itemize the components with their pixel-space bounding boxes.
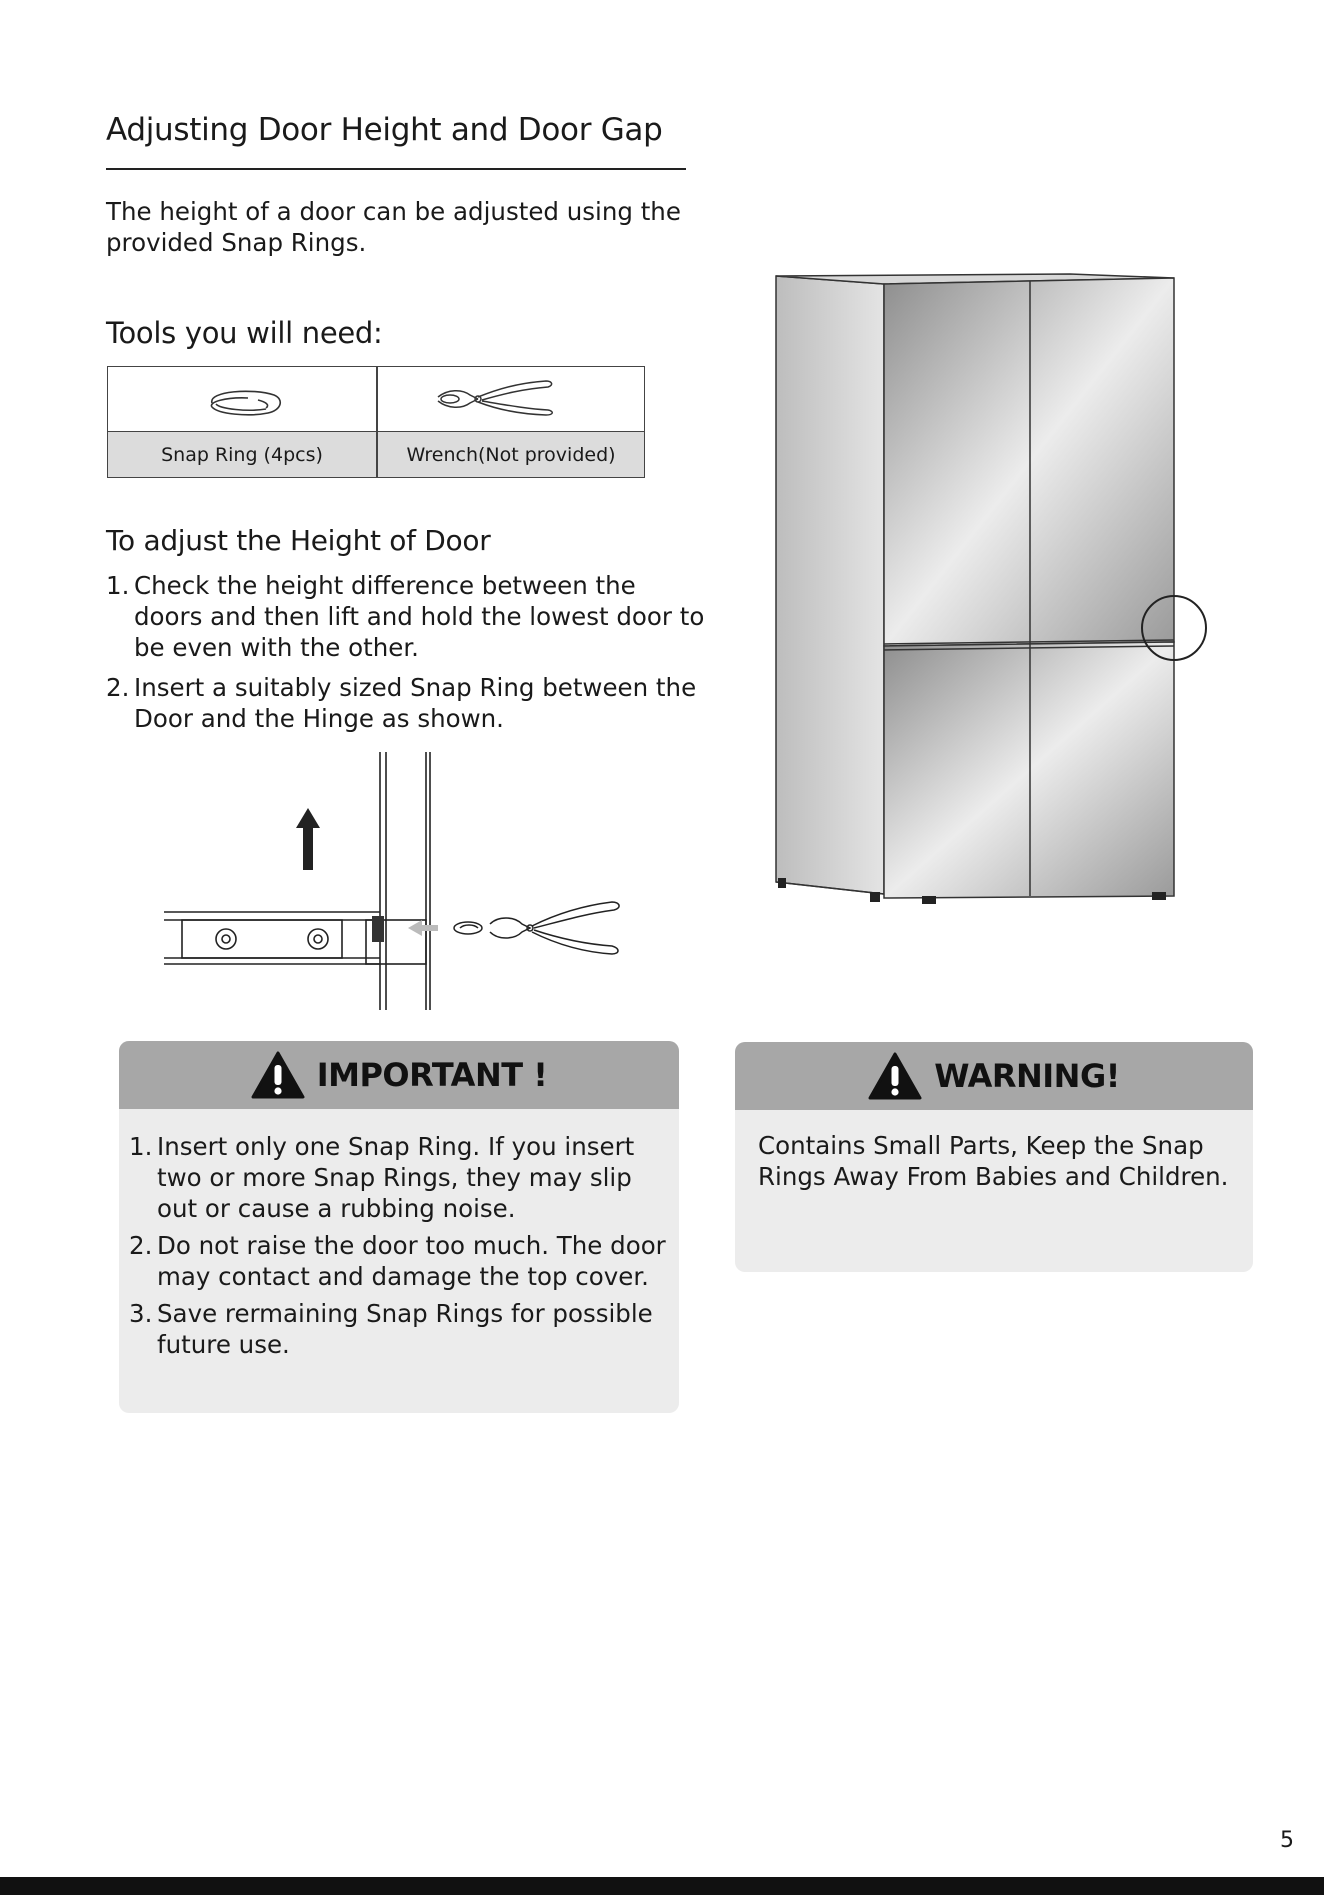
- wrench-with-ring-icon: [454, 902, 619, 954]
- step-text: Save rermaining Snap Rings for possible future use.: [157, 1299, 653, 1359]
- footer-bar: [0, 1877, 1324, 1895]
- wrench-cell: [378, 367, 644, 431]
- page-number: 5: [1280, 1828, 1294, 1853]
- snap-ring-cell: [108, 367, 376, 431]
- refrigerator-illustration: [770, 264, 1230, 924]
- snap-ring-icon: [108, 367, 376, 431]
- important-steps-list: [129, 1131, 679, 1366]
- important-box: [119, 1041, 679, 1413]
- step-number: 1.: [129, 1132, 153, 1161]
- page-title: Adjusting Door Height and Door Gap: [106, 112, 663, 148]
- intro-text: The height of a door can be adjusted using the provided Snap Rings.: [106, 197, 681, 257]
- adjust-steps-list: [106, 570, 706, 743]
- warning-box: [735, 1042, 1253, 1272]
- important-header: [119, 1041, 679, 1109]
- list-item: [129, 1230, 679, 1292]
- adjust-heading: To adjust the Height of Door: [106, 524, 491, 557]
- left-arrow-icon: [408, 920, 438, 936]
- wrench-icon: [378, 367, 644, 431]
- list-item: [106, 570, 706, 663]
- up-arrow-icon: [296, 808, 320, 870]
- step-text: Do not raise the door too much. The door may contact and damage the top cover.: [157, 1231, 666, 1291]
- tools-table: [107, 366, 645, 478]
- list-item: [106, 672, 706, 734]
- warning-triangle-icon: [868, 1052, 922, 1100]
- warning-text: Contains Small Parts, Keep the Snap Rings Away From Babies and Children.: [758, 1131, 1229, 1191]
- step-number: 2.: [106, 673, 130, 702]
- step-number: 1.: [106, 571, 130, 600]
- title-divider: [106, 168, 686, 170]
- warning-header: [735, 1042, 1253, 1110]
- list-item: [129, 1131, 679, 1224]
- list-item: [129, 1298, 679, 1360]
- warning-triangle-icon: [251, 1051, 305, 1099]
- step-text: Insert a suitably sized Snap Ring between the Door and the Hinge as shown.: [134, 673, 697, 733]
- snap-ring-in-place: [372, 916, 384, 942]
- snap-ring-label: Snap Ring (4pcs): [108, 431, 376, 477]
- step-text: Insert only one Snap Ring. If you insert two or more Snap Rings, they may slip out or cause a rubbing noise.: [157, 1132, 635, 1223]
- warning-title: WARNING!: [934, 1057, 1120, 1095]
- hinge-diagram-illustration: [160, 748, 640, 1014]
- wrench-label: Wrench(Not provided): [378, 431, 644, 477]
- important-title: IMPORTANT !: [316, 1056, 548, 1094]
- step-number: 2.: [129, 1231, 153, 1260]
- step-text: Check the height difference between the doors and then lift and hold the lowest door to be even with the other.: [134, 571, 705, 662]
- step-number: 3.: [129, 1299, 153, 1328]
- tools-heading: Tools you will need:: [106, 316, 383, 350]
